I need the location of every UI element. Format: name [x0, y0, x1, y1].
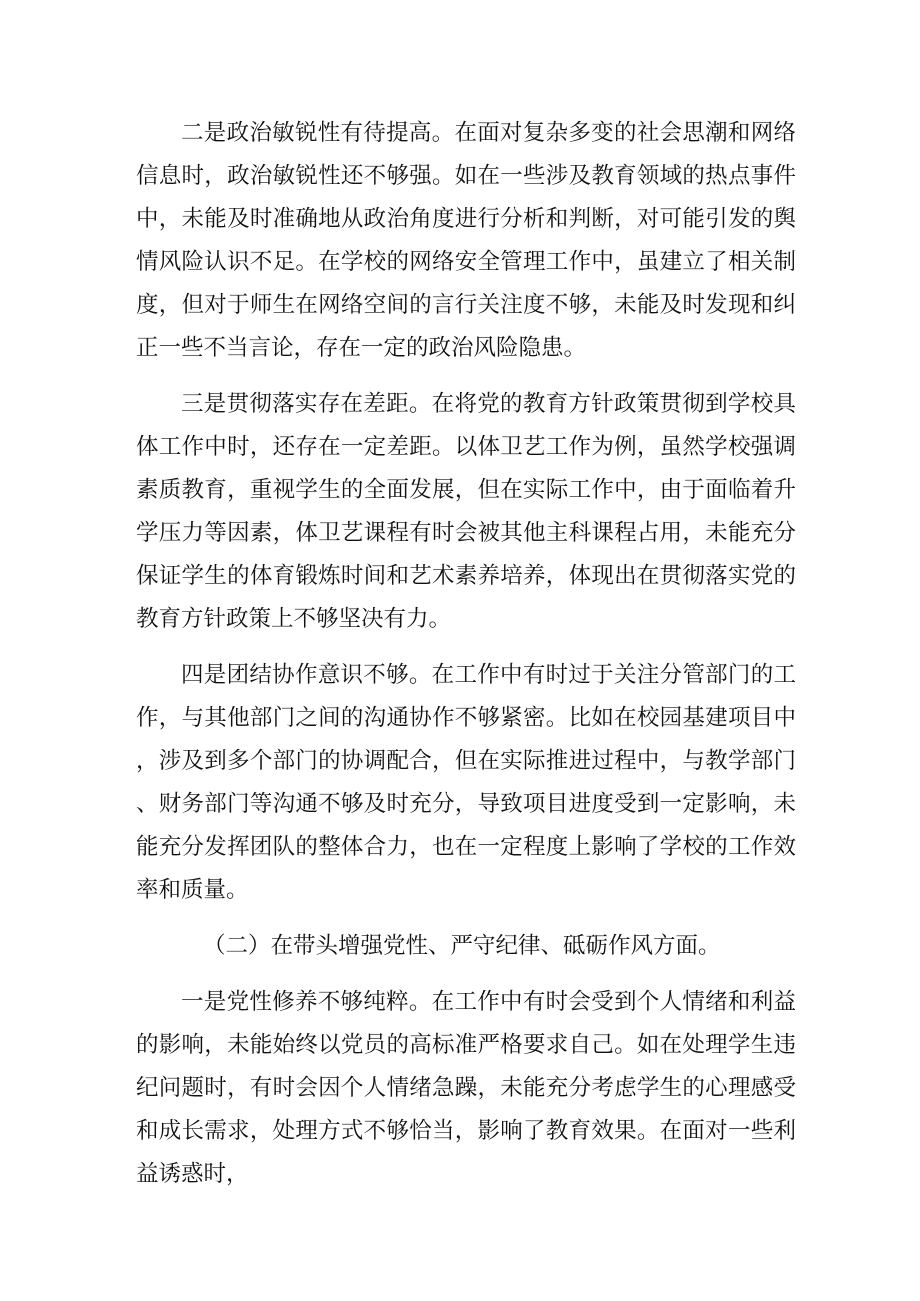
- paragraph-implementation-gap: 三是贯彻落实存在差距。在将党的教育方针政策贯彻到学校具体工作中时，还存在一定差距。以体卫艺工作为例，虽然学校强调素质教育，重视学生的全面发展，但在实际工作中，由于面临着升学压力等因素，体卫艺课程有时会被其他主科课程占用，未能充分保证学生的体育锻炼时间和艺术素养培养，体现出在贯彻落实党的教育方针政策上不够坚决有力。: [136, 391, 796, 632]
- paragraph-party-cultivation: 一是党性修养不够纯粹。在工作中有时会受到个人情绪和利益的影响，未能始终以党员的高标准严格要求自己。如在处理学生违纪问题时，有时会因个人情绪急躁，未能充分考虑学生的心理感受和成长需求，处理方式不够恰当，影响了教育效果。在面对一些利益诱惑时，: [136, 989, 796, 1187]
- section-heading-party-discipline: （二）在带头增强党性、严守纪律、砥砺作风方面。: [203, 933, 721, 959]
- paragraph-political-sensitivity: 二是政治敏锐性有待提高。在面对复杂多变的社会思潮和网络信息时，政治敏锐性还不够强。如在一些涉及教育领域的热点事件中，未能及时准确地从政治角度进行分析和判断，对可能引发的舆情风险认识不足。在学校的网络安全管理工作中，虽建立了相关制度，但对于师生在网络空间的言行关注度不够，未能及时发现和纠正一些不当言论，存在一定的政治风险隐患。: [136, 120, 796, 361]
- paragraph-teamwork: 四是团结协作意识不够。在工作中有时过于关注分管部门的工作，与其他部门之间的沟通协作不够紧密。比如在校园基建项目中，涉及到多个部门的协调配合，但在实际推进过程中，与教学部门、财务部门等沟通不够及时充分，导致项目进度受到一定影响，未能充分发挥团队的整体合力，也在一定程度上影响了学校的工作效率和质量。: [136, 662, 796, 903]
- document-body: [136, 112, 796, 1209]
